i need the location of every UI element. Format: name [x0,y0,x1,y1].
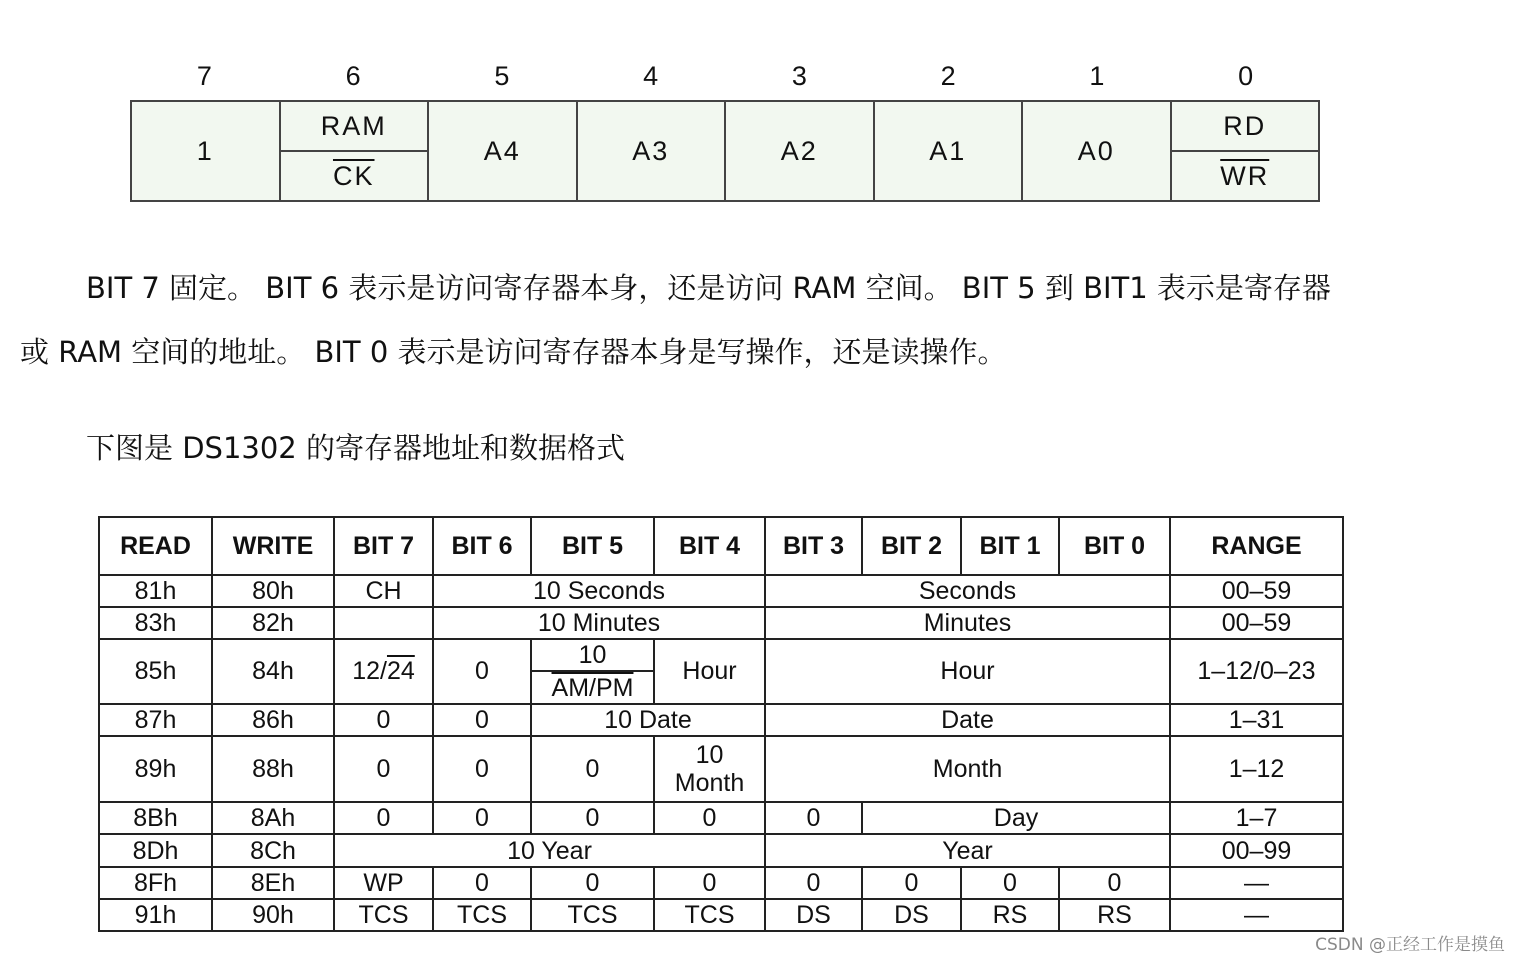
bit-cell: 0 [654,802,765,834]
bit-cell: TCS [433,899,531,931]
header-range: RANGE [1170,517,1343,575]
bit-cell: 0 [531,867,654,899]
bit-number: 1 [1089,61,1105,91]
paragraph-line: 或 RAM 空间的地址。 BIT 0 表示是访问寄存器本身是写操作，还是读操作。 [20,335,1007,369]
header-write: WRITE [212,517,334,575]
bit-cell-bottom [531,671,654,703]
range-cell: 00–59 [1170,575,1343,607]
bit-cell: DS [765,899,862,931]
range-cell: 00–99 [1170,834,1343,866]
bit-cell: Month [765,736,1170,802]
header-bit1: BIT 1 [961,517,1059,575]
bit-cell [334,607,433,639]
bit-number: 0 [1238,61,1254,91]
command-byte-diagram [130,100,1320,202]
bit-cell-top: 10 [531,639,654,671]
watermark: CSDN @正经工作是摸鱼 [1315,935,1505,955]
bit6-bottom-cell: $\overline{CK}$ [280,151,429,201]
write-address: 8Eh [212,867,334,899]
bit-cell: CH [334,575,433,607]
bit-cell: TCS [334,899,433,931]
bit-cell: 0 [334,736,433,802]
bit-cell: DS [862,899,961,931]
write-address: 88h [212,736,334,802]
header-bit6: BIT 6 [433,517,531,575]
bit7-cell: 1 [131,101,280,201]
bit2-cell: A1 [874,101,1023,201]
table-row [99,575,1343,607]
bit-cell: 0 [433,704,531,736]
bit-cell: RS [1059,899,1170,931]
bit-cell: Day [862,802,1170,834]
bit-cell: 0 [433,639,531,703]
bit-cell: 0 [531,802,654,834]
bit-cell: RS [961,899,1059,931]
header-bit7: BIT 7 [334,517,433,575]
write-address: 82h [212,607,334,639]
bit1-cell: A0 [1022,101,1171,201]
bit4-cell: A3 [577,101,726,201]
header-bit4: BIT 4 [654,517,765,575]
bit-number: 5 [494,61,510,91]
bit-cell: 10 Date [531,704,765,736]
header-bit0: BIT 0 [1059,517,1170,575]
range-cell: 1–31 [1170,704,1343,736]
bit-cell: 0 [654,867,765,899]
bit-cell: 0 [334,704,433,736]
bit-cell: Seconds [765,575,1170,607]
write-address: 80h [212,575,334,607]
read-address: 81h [99,575,212,607]
header-bit3: BIT 3 [765,517,862,575]
read-address: 8Dh [99,834,212,866]
table-row [99,607,1343,639]
bit-cell: 0 [862,867,961,899]
range-cell: 1–12/0–23 [1170,639,1343,703]
bit-cell: TCS [531,899,654,931]
bit-cell: 0 [1059,867,1170,899]
header-bit5: BIT 5 [531,517,654,575]
table-row [99,704,1343,736]
bit-cell: 10 Minutes [433,607,765,639]
range-cell: 1–12 [1170,736,1343,802]
write-address: 84h [212,639,334,703]
bit-cell-text-overlined: 24 [386,657,415,686]
bit-cell: Hour [654,639,765,703]
read-address: 87h [99,704,212,736]
bit-number: 3 [791,61,807,91]
bit-cell: 10 Year [334,834,765,866]
section-intro: 下图是 DS1302 的寄存器地址和数据格式 [86,431,625,465]
bit-cell: 0 [531,736,654,802]
bit-number: 6 [345,61,361,91]
bit-cell: 0 [433,736,531,802]
range-cell: 00–59 [1170,607,1343,639]
bit-cell: 0 [765,802,862,834]
write-address: 90h [212,899,334,931]
bit-cell-text-overlined: AM/PM [551,673,634,702]
read-address: 83h [99,607,212,639]
read-address: 8Fh [99,867,212,899]
bit-cell: Hour [765,639,1170,703]
bit-number-row [130,56,1320,96]
bit3-cell: A2 [725,101,874,201]
bit0-bottom-cell: $\overline{WR}$ [1171,151,1320,201]
bit-cell: 0 [433,867,531,899]
bit-cell: Date [765,704,1170,736]
read-address: 91h [99,899,212,931]
bit-cell: 10 Seconds [433,575,765,607]
bit-number: 2 [940,61,956,91]
header-bit2: BIT 2 [862,517,961,575]
paragraph-line: BIT 7 固定。 BIT 6 表示是访问寄存器本身，还是访问 RAM 空间。 BIT 5 到 BIT1 表示是寄存器 [86,271,1331,305]
bit-cell: 0 [961,867,1059,899]
bit0-top-cell: RD [1171,101,1320,151]
table-row [99,867,1343,899]
bit-cell: 0 [334,802,433,834]
bit-cell: 0 [433,802,531,834]
bit-cell-text: 12/ [352,657,387,686]
bit-cell: WP [334,867,433,899]
write-address: 8Ah [212,802,334,834]
bit-cell [334,639,433,703]
bit6-top-cell: RAM [280,101,429,151]
read-address: 89h [99,736,212,802]
write-address: 86h [212,704,334,736]
header-row [99,517,1343,575]
header-read: READ [99,517,212,575]
range-cell: 1–7 [1170,802,1343,834]
register-address-table [98,516,1344,932]
table-row [99,899,1343,931]
table-row [99,639,1343,671]
bit-number: 4 [643,61,659,91]
range-cell: — [1170,867,1343,899]
bit-cell-line: 10 [695,741,724,769]
bit-cell-line: Month [674,769,745,797]
bit5-cell: A4 [428,101,577,201]
bit-cell: 0 [765,867,862,899]
table-row [99,834,1343,866]
range-cell: — [1170,899,1343,931]
write-address: 8Ch [212,834,334,866]
table-row [99,802,1343,834]
bit-cell: TCS [654,899,765,931]
read-address: 85h [99,639,212,703]
table-row [99,736,1343,802]
read-address: 8Bh [99,802,212,834]
bit-number: 7 [196,61,212,91]
bit-cell: Minutes [765,607,1170,639]
bit-cell [654,736,765,802]
bit-cell: Year [765,834,1170,866]
